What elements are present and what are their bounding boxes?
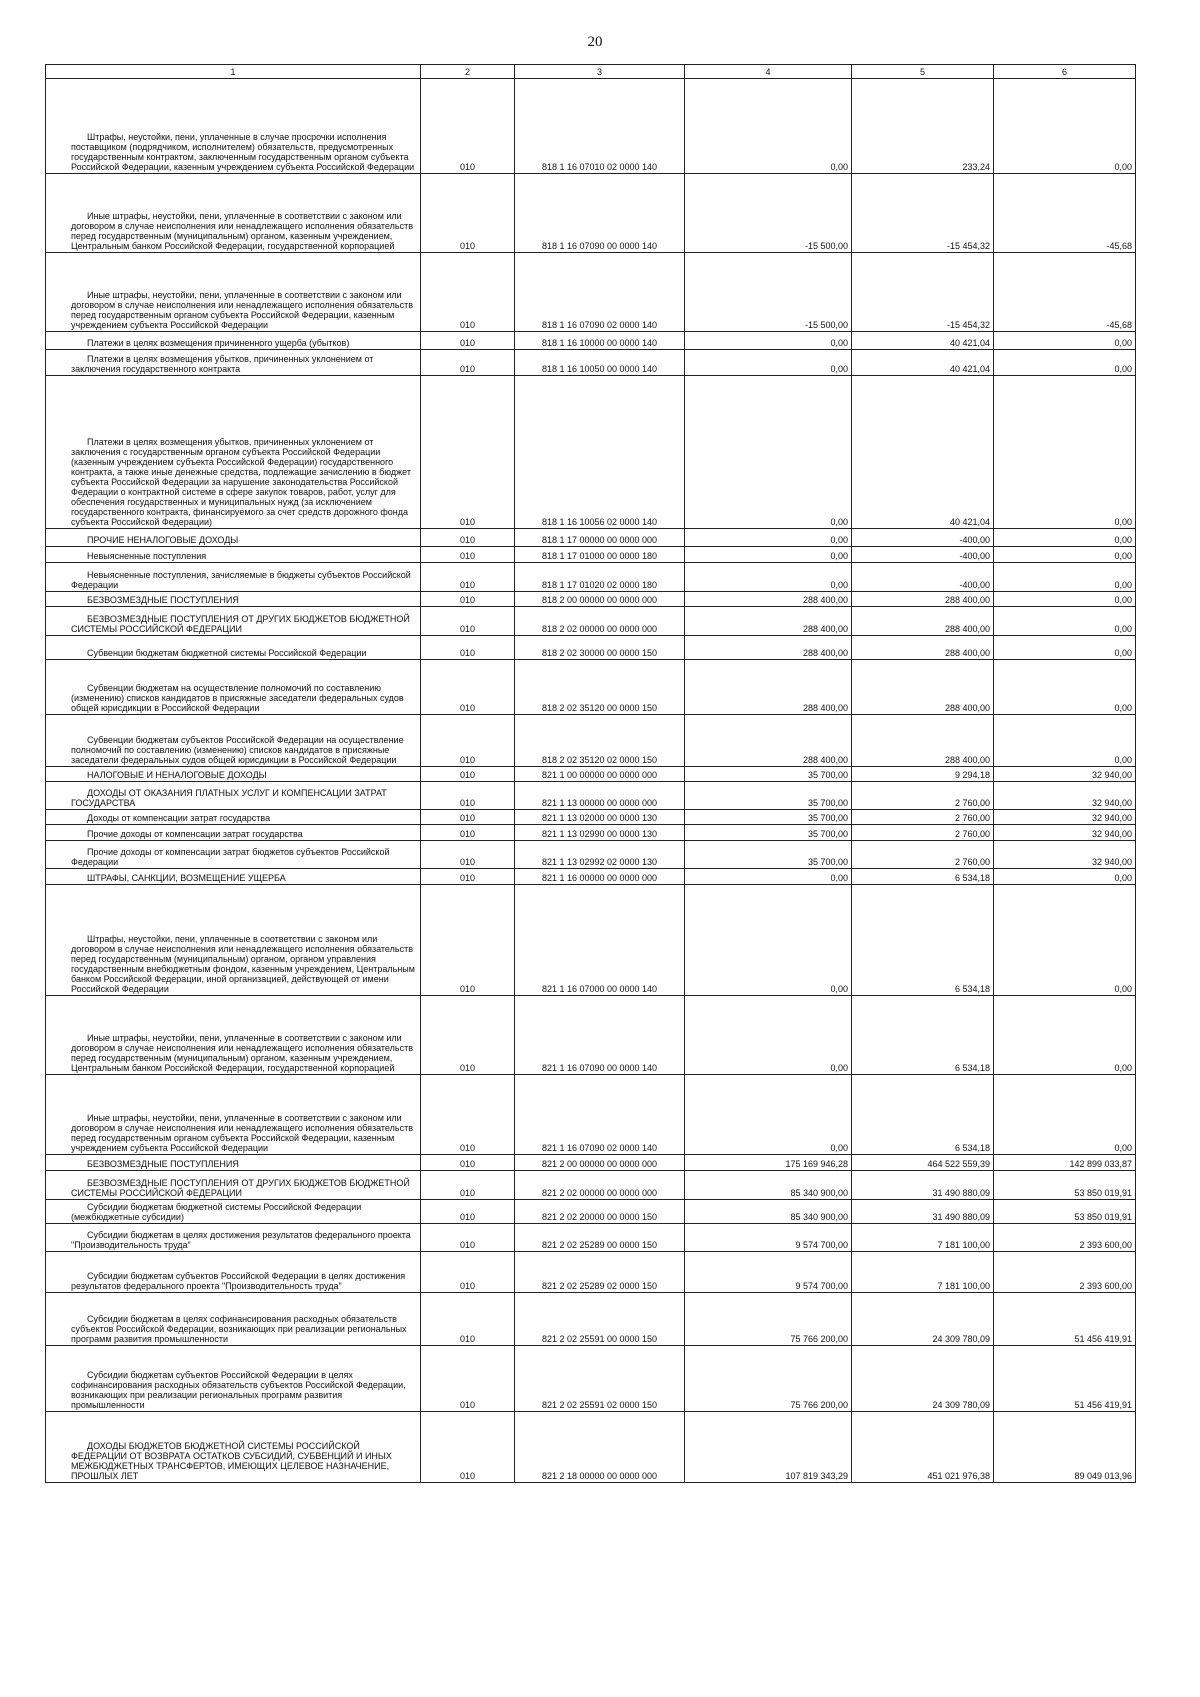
table-body bbox=[46, 79, 1136, 1483]
header-col-3: 3 bbox=[515, 65, 685, 79]
row-name: ПРОЧИЕ НЕНАЛОГОВЫЕ ДОХОДЫ bbox=[46, 529, 421, 547]
row-value-col-4: 35 700,00 bbox=[685, 825, 852, 841]
row-name: ДОХОДЫ БЮДЖЕТОВ БЮДЖЕТНОЙ СИСТЕМЫ РОССИЙСКОЙ ФЕДЕРАЦИИ ОТ ВОЗВРАТА ОСТАТКОВ СУБСИДИЙ, СУБВЕНЦИЙ И ИНЫХ МЕЖБЮДЖЕТНЫХ ТРАНСФЕРТОВ, ИМЕЮЩИХ ЦЕЛЕВОЕ НАЗНАЧЕНИЕ, ПРОШЛЫХ ЛЕТ bbox=[46, 1412, 421, 1483]
row-line-code: 010 bbox=[421, 1346, 515, 1412]
row-budget-code: 818 1 16 07090 02 0000 140 bbox=[515, 253, 685, 332]
row-line-code: 010 bbox=[421, 841, 515, 869]
row-value-col-4: 0,00 bbox=[685, 563, 852, 592]
row-budget-code: 818 1 17 00000 00 0000 000 bbox=[515, 529, 685, 547]
row-line-code: 010 bbox=[421, 607, 515, 636]
table-row bbox=[46, 782, 1136, 810]
row-value-col-5: 288 400,00 bbox=[852, 715, 994, 767]
row-value-col-5: 40 421,04 bbox=[852, 376, 994, 529]
row-value-col-4: 85 340 900,00 bbox=[685, 1200, 852, 1224]
row-value-col-5: 6 534,18 bbox=[852, 869, 994, 885]
row-value-col-5: -400,00 bbox=[852, 563, 994, 592]
row-value-col-5: 31 490 880,09 bbox=[852, 1171, 994, 1200]
row-value-col-6: 0,00 bbox=[994, 529, 1136, 547]
row-value-col-5: 288 400,00 bbox=[852, 636, 994, 660]
row-name: Прочие доходы от компенсации затрат государства bbox=[46, 825, 421, 841]
table-row bbox=[46, 547, 1136, 563]
row-value-col-4: 35 700,00 bbox=[685, 810, 852, 825]
row-budget-code: 821 1 16 07090 00 0000 140 bbox=[515, 996, 685, 1075]
row-value-col-4: 0,00 bbox=[685, 332, 852, 350]
table-row bbox=[46, 350, 1136, 376]
row-value-col-6: 51 456 419,91 bbox=[994, 1293, 1136, 1346]
row-name: Субвенции бюджетам бюджетной системы Российской Федерации bbox=[46, 636, 421, 660]
row-value-col-4: 0,00 bbox=[685, 1075, 852, 1155]
row-name: НАЛОГОВЫЕ И НЕНАЛОГОВЫЕ ДОХОДЫ bbox=[46, 767, 421, 782]
table-row bbox=[46, 715, 1136, 767]
table-row bbox=[46, 660, 1136, 715]
table-row bbox=[46, 810, 1136, 825]
row-value-col-5: 40 421,04 bbox=[852, 332, 994, 350]
row-value-col-6: 53 850 019,91 bbox=[994, 1171, 1136, 1200]
row-name: БЕЗВОЗМЕЗДНЫЕ ПОСТУПЛЕНИЯ ОТ ДРУГИХ БЮДЖЕТОВ БЮДЖЕТНОЙ СИСТЕМЫ РОССИЙСКОЙ ФЕДЕРАЦИИ bbox=[46, 607, 421, 636]
row-line-code: 010 bbox=[421, 636, 515, 660]
row-line-code: 010 bbox=[421, 529, 515, 547]
row-value-col-5: 6 534,18 bbox=[852, 885, 994, 996]
row-budget-code: 821 1 13 02992 02 0000 130 bbox=[515, 841, 685, 869]
row-value-col-4: -15 500,00 bbox=[685, 174, 852, 253]
row-line-code: 010 bbox=[421, 715, 515, 767]
row-line-code: 010 bbox=[421, 885, 515, 996]
row-line-code: 010 bbox=[421, 996, 515, 1075]
row-budget-code: 821 1 00 00000 00 0000 000 bbox=[515, 767, 685, 782]
table-row bbox=[46, 174, 1136, 253]
row-budget-code: 818 1 16 07090 00 0000 140 bbox=[515, 174, 685, 253]
row-line-code: 010 bbox=[421, 810, 515, 825]
header-col-1: 1 bbox=[46, 65, 421, 79]
row-value-col-4: 75 766 200,00 bbox=[685, 1346, 852, 1412]
row-value-col-6: 0,00 bbox=[994, 547, 1136, 563]
row-value-col-4: 288 400,00 bbox=[685, 592, 852, 607]
row-name: Прочие доходы от компенсации затрат бюджетов субъектов Российской Федерации bbox=[46, 841, 421, 869]
row-value-col-5: 464 522 559,39 bbox=[852, 1155, 994, 1171]
table-row bbox=[46, 253, 1136, 332]
row-name: Иные штрафы, неустойки, пени, уплаченные в соответствии с законом или договором в случае неисполнения или ненадлежащего исполнения обязательств перед государственным органом субъекта Российской Федерации, казенным учреждением субъекта Российской Федерации bbox=[46, 253, 421, 332]
row-name: Субсидии бюджетам субъектов Российской Федерации в целях софинансирования расходных обязательств субъектов Российской Федерации, возникающих при реализации региональных программ развития промышленности bbox=[46, 1346, 421, 1412]
table-row bbox=[46, 376, 1136, 529]
row-name: Невыясненные поступления bbox=[46, 547, 421, 563]
row-budget-code: 818 1 16 10056 02 0000 140 bbox=[515, 376, 685, 529]
row-value-col-5: 2 760,00 bbox=[852, 810, 994, 825]
table-row bbox=[46, 332, 1136, 350]
header-row bbox=[46, 65, 1136, 79]
row-name: Иные штрафы, неустойки, пени, уплаченные в соответствии с законом или договором в случае неисполнения или ненадлежащего исполнения обязательств перед государственным органом субъекта Российской Федерации, казенным учреждением субъекта Российской Федерации bbox=[46, 1075, 421, 1155]
row-budget-code: 818 1 17 01000 00 0000 180 bbox=[515, 547, 685, 563]
row-line-code: 010 bbox=[421, 767, 515, 782]
row-value-col-4: 288 400,00 bbox=[685, 660, 852, 715]
row-value-col-6: 51 456 419,91 bbox=[994, 1346, 1136, 1412]
row-value-col-4: 75 766 200,00 bbox=[685, 1293, 852, 1346]
row-name: ШТРАФЫ, САНКЦИИ, ВОЗМЕЩЕНИЕ УЩЕРБА bbox=[46, 869, 421, 885]
table-row bbox=[46, 1171, 1136, 1200]
row-value-col-6: 32 940,00 bbox=[994, 767, 1136, 782]
row-line-code: 010 bbox=[421, 1252, 515, 1293]
row-name: Невыясненные поступления, зачисляемые в бюджеты субъектов Российской Федерации bbox=[46, 563, 421, 592]
row-line-code: 010 bbox=[421, 350, 515, 376]
row-value-col-4: 0,00 bbox=[685, 79, 852, 174]
row-value-col-4: 288 400,00 bbox=[685, 636, 852, 660]
row-value-col-5: 40 421,04 bbox=[852, 350, 994, 376]
table-row bbox=[46, 1412, 1136, 1483]
row-value-col-6: 0,00 bbox=[994, 332, 1136, 350]
row-value-col-5: 451 021 976,38 bbox=[852, 1412, 994, 1483]
table-header bbox=[46, 65, 1136, 79]
row-budget-code: 821 2 00 00000 00 0000 000 bbox=[515, 1155, 685, 1171]
row-value-col-4: 9 574 700,00 bbox=[685, 1224, 852, 1252]
row-name: Иные штрафы, неустойки, пени, уплаченные в соответствии с законом или договором в случае неисполнения или ненадлежащего исполнения обязательств перед государственным (муниципальным) органом, казенным учреждением, Центральным банком Российской Федерации, государственной корпорацией bbox=[46, 174, 421, 253]
row-line-code: 010 bbox=[421, 563, 515, 592]
row-budget-code: 821 2 02 25591 00 0000 150 bbox=[515, 1293, 685, 1346]
row-value-col-5: 288 400,00 bbox=[852, 592, 994, 607]
row-line-code: 010 bbox=[421, 253, 515, 332]
row-budget-code: 821 1 16 07000 00 0000 140 bbox=[515, 885, 685, 996]
table-row bbox=[46, 996, 1136, 1075]
row-line-code: 010 bbox=[421, 376, 515, 529]
row-budget-code: 818 2 02 35120 00 0000 150 bbox=[515, 660, 685, 715]
row-line-code: 010 bbox=[421, 869, 515, 885]
row-value-col-6: 32 940,00 bbox=[994, 841, 1136, 869]
row-budget-code: 818 2 00 00000 00 0000 000 bbox=[515, 592, 685, 607]
row-name: Доходы от компенсации затрат государства bbox=[46, 810, 421, 825]
row-line-code: 010 bbox=[421, 1224, 515, 1252]
row-value-col-6: 0,00 bbox=[994, 869, 1136, 885]
row-budget-code: 821 1 13 02000 00 0000 130 bbox=[515, 810, 685, 825]
row-value-col-6: 89 049 013,96 bbox=[994, 1412, 1136, 1483]
row-budget-code: 818 2 02 00000 00 0000 000 bbox=[515, 607, 685, 636]
report-table bbox=[45, 64, 1136, 1483]
header-col-6: 6 bbox=[994, 65, 1136, 79]
row-value-col-5: 31 490 880,09 bbox=[852, 1200, 994, 1224]
row-value-col-4: 35 700,00 bbox=[685, 782, 852, 810]
row-name: БЕЗВОЗМЕЗДНЫЕ ПОСТУПЛЕНИЯ bbox=[46, 592, 421, 607]
row-name: Субсидии бюджетам в целях достижения результатов федерального проекта "Производительность труда" bbox=[46, 1224, 421, 1252]
row-value-col-4: 0,00 bbox=[685, 376, 852, 529]
row-value-col-5: 6 534,18 bbox=[852, 1075, 994, 1155]
row-name: Иные штрафы, неустойки, пени, уплаченные в соответствии с законом или договором в случае неисполнения или ненадлежащего исполнения обязательств перед государственным (муниципальным) органом, казенным учреждением, Центральным банком Российской Федерации, государственной корпорацией bbox=[46, 996, 421, 1075]
row-value-col-6: 32 940,00 bbox=[994, 782, 1136, 810]
row-name: Штрафы, неустойки, пени, уплаченные в соответствии с законом или договором в случае неисполнения или ненадлежащего исполнения обязательств перед государственным (муниципальным) органом, органом управления государственным внебюджетным фондом, казенным учреждением, Центральным банком Российской Федерации, иной организацией, действующей от имени Российской Федерации bbox=[46, 885, 421, 996]
row-budget-code: 818 1 17 01020 02 0000 180 bbox=[515, 563, 685, 592]
row-line-code: 010 bbox=[421, 174, 515, 253]
table-row bbox=[46, 1224, 1136, 1252]
row-line-code: 010 bbox=[421, 1293, 515, 1346]
row-budget-code: 821 2 02 25289 02 0000 150 bbox=[515, 1252, 685, 1293]
table-row bbox=[46, 1346, 1136, 1412]
row-budget-code: 821 2 02 20000 00 0000 150 bbox=[515, 1200, 685, 1224]
row-value-col-5: 2 760,00 bbox=[852, 825, 994, 841]
row-value-col-5: 288 400,00 bbox=[852, 607, 994, 636]
row-value-col-6: 0,00 bbox=[994, 607, 1136, 636]
row-value-col-4: 0,00 bbox=[685, 885, 852, 996]
row-value-col-4: 288 400,00 bbox=[685, 715, 852, 767]
row-value-col-6: 32 940,00 bbox=[994, 825, 1136, 841]
row-line-code: 010 bbox=[421, 1200, 515, 1224]
row-name: Платежи в целях возмещения убытков, причиненных уклонением от заключения с государственным органом субъекта Российской Федерации (казенным учреждением субъекта Российской Федерации) государственного контракта, а также иные денежные средства, подлежащие зачислению в бюджет субъекта Российской Федерации за нарушение законодательства Российской Федерации о контрактной системе в сфере закупок товаров, работ, услуг для обеспечения государственных и муниципальных нужд (за исключением государственного контракта, финансируемого за счет средств дорожного фонда субъекта Российской Федерации) bbox=[46, 376, 421, 529]
row-value-col-5: 9 294,18 bbox=[852, 767, 994, 782]
row-value-col-4: 288 400,00 bbox=[685, 607, 852, 636]
header-col-2: 2 bbox=[421, 65, 515, 79]
row-value-col-5: 2 760,00 bbox=[852, 782, 994, 810]
row-value-col-4: 0,00 bbox=[685, 996, 852, 1075]
table-row bbox=[46, 79, 1136, 174]
row-line-code: 010 bbox=[421, 660, 515, 715]
row-value-col-6: 0,00 bbox=[994, 376, 1136, 529]
table-row bbox=[46, 1200, 1136, 1224]
row-name: БЕЗВОЗМЕЗДНЫЕ ПОСТУПЛЕНИЯ bbox=[46, 1155, 421, 1171]
row-budget-code: 821 2 02 25591 02 0000 150 bbox=[515, 1346, 685, 1412]
row-name: Субвенции бюджетам субъектов Российской Федерации на осуществление полномочий по составлению (изменению) списков кандидатов в присяжные заседатели федеральных судов общей юрисдикции в Российской Федерации bbox=[46, 715, 421, 767]
row-budget-code: 821 2 18 00000 00 0000 000 bbox=[515, 1412, 685, 1483]
row-line-code: 010 bbox=[421, 825, 515, 841]
row-value-col-5: 7 181 100,00 bbox=[852, 1252, 994, 1293]
row-name: Платежи в целях возмещения убытков, причиненных уклонением от заключения государственного контракта bbox=[46, 350, 421, 376]
row-line-code: 010 bbox=[421, 782, 515, 810]
row-budget-code: 821 1 16 00000 00 0000 000 bbox=[515, 869, 685, 885]
row-budget-code: 821 1 13 00000 00 0000 000 bbox=[515, 782, 685, 810]
row-value-col-4: 0,00 bbox=[685, 869, 852, 885]
table-row bbox=[46, 636, 1136, 660]
row-name: ДОХОДЫ ОТ ОКАЗАНИЯ ПЛАТНЫХ УСЛУГ И КОМПЕНСАЦИИ ЗАТРАТ ГОСУДАРСТВА bbox=[46, 782, 421, 810]
row-value-col-6: -45,68 bbox=[994, 253, 1136, 332]
row-budget-code: 818 1 16 10050 00 0000 140 bbox=[515, 350, 685, 376]
row-name: Субсидии бюджетам в целях софинансирования расходных обязательств субъектов Российской Федерации, возникающих при реализации региональных программ развития промышленности bbox=[46, 1293, 421, 1346]
row-value-col-5: 233,24 bbox=[852, 79, 994, 174]
row-line-code: 010 bbox=[421, 1075, 515, 1155]
row-value-col-6: 2 393 600,00 bbox=[994, 1252, 1136, 1293]
row-value-col-6: 32 940,00 bbox=[994, 810, 1136, 825]
table-row bbox=[46, 529, 1136, 547]
row-budget-code: 821 2 02 25289 00 0000 150 bbox=[515, 1224, 685, 1252]
header-col-5: 5 bbox=[852, 65, 994, 79]
row-value-col-5: -400,00 bbox=[852, 547, 994, 563]
row-value-col-6: 0,00 bbox=[994, 563, 1136, 592]
row-value-col-4: 85 340 900,00 bbox=[685, 1171, 852, 1200]
row-value-col-5: -400,00 bbox=[852, 529, 994, 547]
row-name: Субвенции бюджетам на осуществление полномочий по составлению (изменению) списков кандидатов в присяжные заседатели федеральных судов общей юрисдикции в Российской Федерации bbox=[46, 660, 421, 715]
table-row bbox=[46, 825, 1136, 841]
row-value-col-6: 0,00 bbox=[994, 350, 1136, 376]
row-value-col-4: 107 819 343,29 bbox=[685, 1412, 852, 1483]
row-budget-code: 818 2 02 35120 02 0000 150 bbox=[515, 715, 685, 767]
row-value-col-4: 9 574 700,00 bbox=[685, 1252, 852, 1293]
row-line-code: 010 bbox=[421, 1155, 515, 1171]
row-value-col-6: 0,00 bbox=[994, 592, 1136, 607]
row-name: Штрафы, неустойки, пени, уплаченные в случае просрочки исполнения поставщиком (подрядчиком, исполнителем) обязательств, предусмотренных государственным контрактом, заключенным государственным органом субъекта Российской Федерации, казенным учреждением субъекта Российской Федерации bbox=[46, 79, 421, 174]
header-col-4: 4 bbox=[685, 65, 852, 79]
row-line-code: 010 bbox=[421, 332, 515, 350]
row-value-col-5: 24 309 780,09 bbox=[852, 1346, 994, 1412]
row-value-col-5: 2 760,00 bbox=[852, 841, 994, 869]
row-value-col-4: -15 500,00 bbox=[685, 253, 852, 332]
row-name: Платежи в целях возмещения причиненного ущерба (убытков) bbox=[46, 332, 421, 350]
row-value-col-4: 35 700,00 bbox=[685, 841, 852, 869]
row-value-col-6: 0,00 bbox=[994, 660, 1136, 715]
row-budget-code: 821 1 16 07090 02 0000 140 bbox=[515, 1075, 685, 1155]
row-value-col-4: 175 169 946,28 bbox=[685, 1155, 852, 1171]
table-row bbox=[46, 869, 1136, 885]
row-line-code: 010 bbox=[421, 79, 515, 174]
row-value-col-6: 0,00 bbox=[994, 715, 1136, 767]
row-budget-code: 818 1 16 10000 00 0000 140 bbox=[515, 332, 685, 350]
row-value-col-5: 288 400,00 bbox=[852, 660, 994, 715]
row-value-col-4: 0,00 bbox=[685, 350, 852, 376]
row-value-col-6: 2 393 600,00 bbox=[994, 1224, 1136, 1252]
row-name: БЕЗВОЗМЕЗДНЫЕ ПОСТУПЛЕНИЯ ОТ ДРУГИХ БЮДЖЕТОВ БЮДЖЕТНОЙ СИСТЕМЫ РОССИЙСКОЙ ФЕДЕРАЦИИ bbox=[46, 1171, 421, 1200]
row-value-col-6: -45,68 bbox=[994, 174, 1136, 253]
row-value-col-6: 53 850 019,91 bbox=[994, 1200, 1136, 1224]
row-value-col-6: 142 899 033,87 bbox=[994, 1155, 1136, 1171]
row-value-col-5: -15 454,32 bbox=[852, 174, 994, 253]
row-value-col-6: 0,00 bbox=[994, 1075, 1136, 1155]
row-value-col-5: -15 454,32 bbox=[852, 253, 994, 332]
row-value-col-5: 6 534,18 bbox=[852, 996, 994, 1075]
row-budget-code: 821 1 13 02990 00 0000 130 bbox=[515, 825, 685, 841]
row-budget-code: 821 2 02 00000 00 0000 000 bbox=[515, 1171, 685, 1200]
row-value-col-6: 0,00 bbox=[994, 996, 1136, 1075]
table-row bbox=[46, 1252, 1136, 1293]
row-value-col-6: 0,00 bbox=[994, 636, 1136, 660]
table-row bbox=[46, 841, 1136, 869]
row-value-col-4: 35 700,00 bbox=[685, 767, 852, 782]
row-value-col-6: 0,00 bbox=[994, 885, 1136, 996]
page-number: 20 bbox=[587, 34, 603, 50]
row-value-col-4: 0,00 bbox=[685, 529, 852, 547]
row-value-col-4: 0,00 bbox=[685, 547, 852, 563]
row-line-code: 010 bbox=[421, 1171, 515, 1200]
row-budget-code: 818 1 16 07010 02 0000 140 bbox=[515, 79, 685, 174]
row-line-code: 010 bbox=[421, 547, 515, 563]
row-name: Субсидии бюджетам бюджетной системы Российской Федерации (межбюджетные субсидии) bbox=[46, 1200, 421, 1224]
row-name: Субсидии бюджетам субъектов Российской Федерации в целях достижения результатов федерального проекта "Производительность труда" bbox=[46, 1252, 421, 1293]
table-row bbox=[46, 1075, 1136, 1155]
table-row bbox=[46, 1293, 1136, 1346]
table-row bbox=[46, 1155, 1136, 1171]
table-row bbox=[46, 885, 1136, 996]
table-row bbox=[46, 563, 1136, 592]
row-value-col-5: 24 309 780,09 bbox=[852, 1293, 994, 1346]
table-row bbox=[46, 592, 1136, 607]
row-line-code: 010 bbox=[421, 1412, 515, 1483]
row-budget-code: 818 2 02 30000 00 0000 150 bbox=[515, 636, 685, 660]
table-row bbox=[46, 607, 1136, 636]
row-value-col-5: 7 181 100,00 bbox=[852, 1224, 994, 1252]
table-row bbox=[46, 767, 1136, 782]
row-value-col-6: 0,00 bbox=[994, 79, 1136, 174]
row-line-code: 010 bbox=[421, 592, 515, 607]
